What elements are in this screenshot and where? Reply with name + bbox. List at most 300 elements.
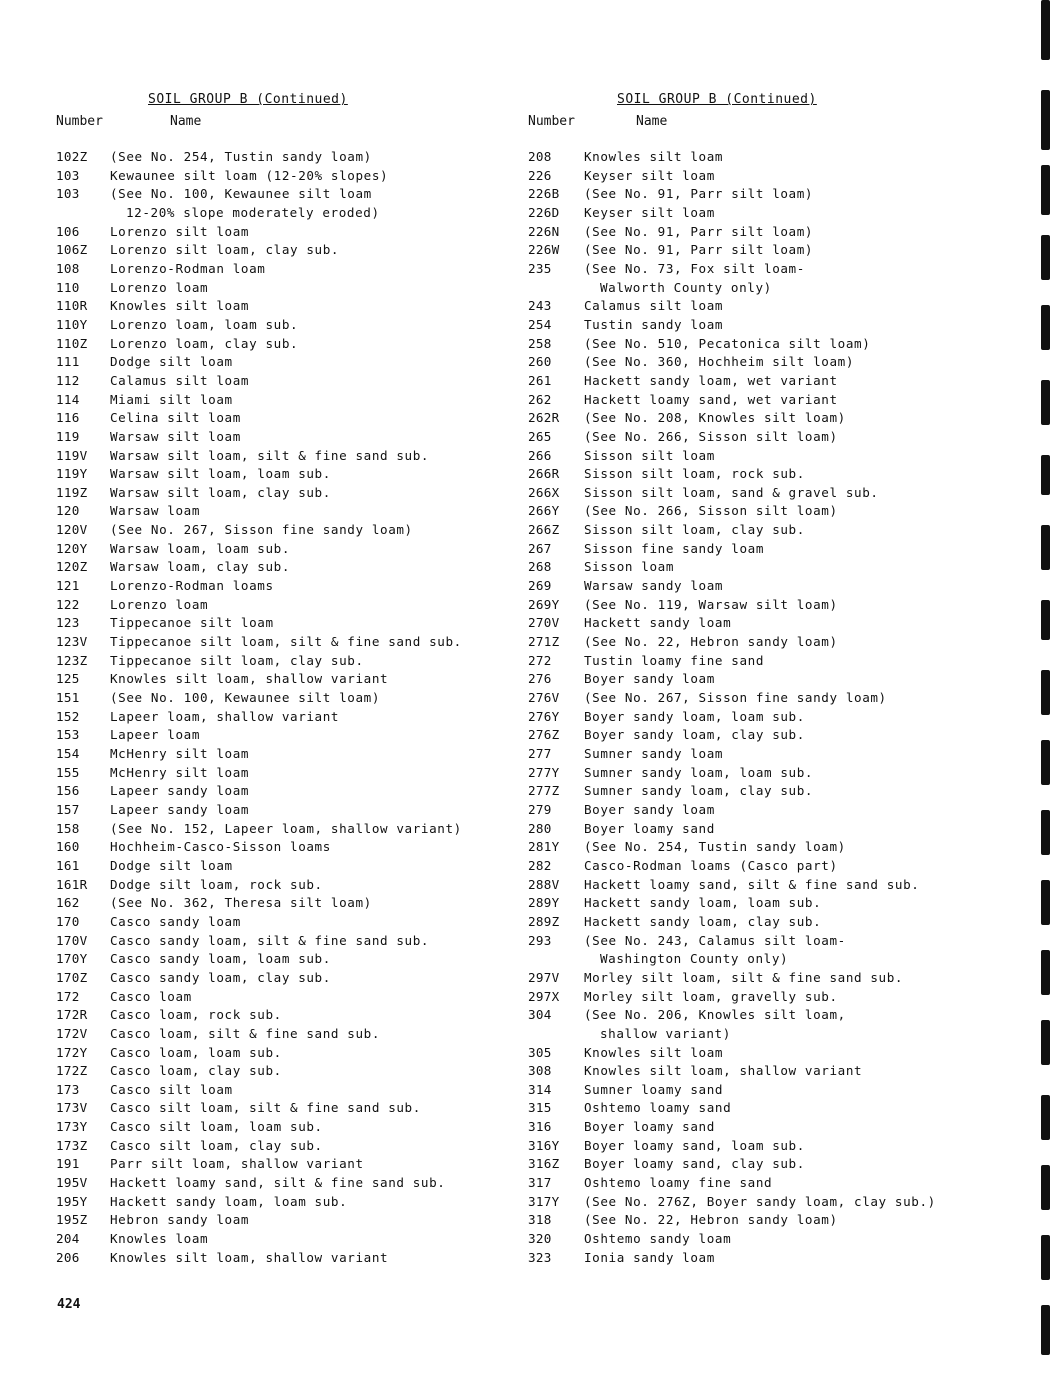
soil-name-line: Tustin sandy loam [584, 316, 724, 332]
soil-number: 160 [56, 839, 80, 855]
soil-name-line: (See No. 73, Fox silt loam- [584, 260, 805, 276]
soil-number: 173Y [56, 1119, 88, 1135]
soil-entry-row [56, 1118, 496, 1137]
soil-name-line: Lorenzo loam [110, 279, 209, 295]
soil-name-line: (See No. 254, Tustin sandy loam) [584, 839, 846, 855]
soil-name-line: (See No. 100, Kewaunee silt loam) [110, 690, 381, 706]
soil-entry-row [56, 502, 496, 521]
soil-number: 119V [56, 447, 88, 463]
soil-entry-row [528, 223, 948, 242]
soil-name-line: Dodge silt loam, rock sub. [110, 876, 323, 892]
soil-name-line: (See No. 208, Knowles silt loam) [584, 410, 846, 426]
soil-number: 254 [528, 316, 552, 332]
soil-name-line: Sumner sandy loam, loam sub. [584, 764, 814, 780]
soil-name-line: Warsaw loam, clay sub. [110, 559, 291, 575]
soil-name-line: Tustin loamy fine sand [584, 652, 765, 668]
soil-number: 110R [56, 298, 88, 314]
soil-name-line: Calamus silt loam [110, 372, 250, 388]
soil-name [110, 1249, 388, 1268]
soil-name-line: Sisson loam [584, 559, 675, 575]
soil-number: 279 [528, 801, 552, 817]
soil-entry-row [528, 521, 948, 540]
soil-name [110, 1062, 282, 1081]
soil-number: 157 [56, 801, 80, 817]
soil-number: 289Y [528, 895, 560, 911]
soil-list [528, 148, 948, 1267]
soil-name [584, 372, 838, 391]
edge-mark [1041, 950, 1050, 995]
soil-name [110, 577, 274, 596]
soil-name-line: (See No. 360, Hochheim silt loam) [584, 354, 855, 370]
soil-name [584, 1174, 772, 1193]
soil-name [584, 633, 838, 652]
soil-entry-row [528, 857, 948, 876]
soil-number: 191 [56, 1156, 80, 1172]
soil-entry-row [528, 1137, 948, 1156]
soil-name [110, 465, 331, 484]
soil-name [584, 1118, 715, 1137]
soil-name-line: Sisson silt loam, sand & gravel sub. [584, 484, 879, 500]
soil-name [110, 801, 249, 820]
soil-name [110, 1137, 323, 1156]
soil-name [110, 820, 462, 839]
soil-name-line: Boyer sandy loam [584, 671, 715, 687]
section-title: SOIL GROUP B (Continued) [148, 92, 348, 107]
soil-entry-row [528, 652, 948, 671]
soil-number: 195V [56, 1175, 88, 1191]
soil-number: 235 [528, 260, 552, 276]
soil-name-line: Lorenzo-Rodman loams [110, 578, 274, 594]
soil-name [584, 353, 854, 372]
soil-name-line: Lorenzo loam, loam sub. [110, 316, 299, 332]
edge-mark [1041, 1095, 1050, 1140]
soil-name-line: Boyer loamy sand [584, 1119, 715, 1135]
soil-name [110, 1118, 323, 1137]
soil-entry-row [56, 988, 496, 1007]
soil-number: 108 [56, 260, 80, 276]
soil-name-line: Lorenzo silt loam [110, 223, 250, 239]
soil-number: 262R [528, 410, 560, 426]
soil-name-line: Hackett sandy loam, wet variant [584, 372, 838, 388]
soil-name [584, 260, 805, 297]
soil-entry-row [528, 1249, 948, 1268]
soil-number: 317 [528, 1175, 552, 1191]
soil-name-line: (See No. 91, Parr silt loam) [584, 223, 814, 239]
soil-name [110, 279, 208, 298]
soil-name-line: (See No. 510, Pecatonica silt loam) [584, 335, 871, 351]
soil-number: 277Z [528, 783, 560, 799]
soil-entry-row [528, 540, 948, 559]
soil-entry-row [56, 614, 496, 633]
soil-number: 172Y [56, 1044, 88, 1060]
soil-name [584, 391, 838, 410]
soil-name-line: Casco loam, silt & fine sand sub. [110, 1025, 381, 1041]
soil-entry-row [528, 633, 948, 652]
soil-name-line: Knowles silt loam [584, 149, 724, 164]
soil-name [110, 521, 413, 540]
soil-name-line: Lorenzo loam [110, 596, 209, 612]
soil-name-line: Miami silt loam [110, 391, 233, 407]
soil-number: 154 [56, 746, 80, 761]
soil-entry-row [528, 353, 948, 372]
soil-number: 226D [528, 204, 560, 220]
soil-number: 276Y [528, 708, 560, 724]
soil-name-line: Hebron sandy loam [110, 1212, 250, 1228]
soil-number: 272 [528, 652, 552, 668]
soil-entry-row [56, 670, 496, 689]
soil-name-line: Casco loam, loam sub. [110, 1044, 282, 1060]
soil-number: 153 [56, 727, 80, 743]
soil-number: 170Y [56, 951, 88, 967]
soil-number: 152 [56, 708, 80, 724]
soil-entry-row [528, 838, 948, 857]
soil-number: 293 [528, 932, 552, 948]
soil-name-line: Hackett sandy loam, loam sub. [584, 895, 822, 911]
soil-name-line: (See No. 362, Theresa silt loam) [110, 895, 372, 911]
soil-entry-row [528, 577, 948, 596]
soil-name-line: (See No. 91, Parr silt loam) [584, 242, 814, 258]
soil-entry-row [528, 148, 948, 167]
soil-name [584, 820, 715, 839]
soil-name [110, 502, 200, 521]
soil-name-line: Lapeer sandy loam [110, 801, 250, 817]
soil-number: 119 [56, 428, 80, 444]
soil-entry-row [528, 502, 948, 521]
soil-number: 120V [56, 522, 88, 538]
soil-entry-row [56, 745, 496, 764]
soil-name [110, 652, 364, 671]
soil-name [110, 148, 372, 167]
name-column-header: Name [636, 114, 668, 129]
soil-name [584, 204, 715, 223]
soil-entry-row [528, 726, 948, 745]
soil-number: 266Y [528, 503, 560, 519]
soil-name [584, 1211, 838, 1230]
soil-number: 170V [56, 932, 88, 948]
soil-entry-row [56, 353, 496, 372]
soil-number: 316 [528, 1119, 552, 1135]
soil-number: 276 [528, 671, 552, 687]
soil-number: 281Y [528, 839, 560, 855]
soil-number: 266X [528, 484, 560, 500]
soil-name [584, 1137, 805, 1156]
soil-name [110, 670, 388, 689]
soil-name-line: Casco-Rodman loams (Casco part) [584, 857, 838, 873]
soil-name [584, 428, 838, 447]
soil-name-line: Knowles loam [110, 1231, 209, 1247]
soil-name [584, 1006, 846, 1043]
edge-mark [1041, 1235, 1050, 1280]
soil-entry-row [56, 876, 496, 895]
soil-name [110, 876, 323, 895]
soil-number: 172Z [56, 1063, 88, 1079]
edge-mark [1041, 810, 1050, 855]
soil-name-line: Sisson silt loam, clay sub. [584, 522, 805, 538]
soil-name [584, 689, 887, 708]
soil-name [584, 1249, 715, 1268]
soil-name-line: (See No. 91, Parr silt loam) [584, 186, 814, 202]
soil-name [584, 409, 846, 428]
soil-number: 323 [528, 1249, 552, 1265]
soil-number: 261 [528, 372, 552, 388]
soil-name-line: Sisson fine sandy loam [584, 540, 765, 556]
soil-number: 276V [528, 690, 560, 706]
soil-name [110, 1006, 282, 1025]
soil-name [110, 782, 249, 801]
soil-name-line: Oshtemo loamy sand [584, 1100, 732, 1116]
soil-name-line: Casco sandy loam, silt & fine sand sub. [110, 932, 430, 948]
soil-entry-row [56, 820, 496, 839]
soil-name-line: (See No. 254, Tustin sandy loam) [110, 149, 372, 164]
soil-entry-row [56, 1099, 496, 1118]
soil-entry-row [528, 1062, 948, 1081]
soil-name [584, 1044, 723, 1063]
soil-number: 266Z [528, 522, 560, 538]
soil-number: 121 [56, 578, 80, 594]
soil-entry-row [56, 521, 496, 540]
soil-entry-row [528, 241, 948, 260]
soil-name-line: Sisson silt loam, rock sub. [584, 466, 805, 482]
soil-entry-row [56, 652, 496, 671]
soil-name-line: Knowles silt loam, shallow variant [110, 671, 389, 687]
soil-entry-row [56, 409, 496, 428]
soil-name-line: Tippecanoe silt loam, clay sub. [110, 652, 364, 668]
soil-number: 123V [56, 634, 88, 650]
soil-number: 103 [56, 167, 80, 183]
soil-name-continuation: Walworth County only) [600, 279, 772, 295]
soil-entry-row [56, 969, 496, 988]
soil-number: 297X [528, 988, 560, 1004]
soil-number: 112 [56, 372, 80, 388]
soil-entry-row [528, 596, 948, 615]
soil-name-line: Knowles silt loam, shallow variant [584, 1063, 863, 1079]
soil-name-line: Hackett sandy loam, clay sub. [584, 913, 822, 929]
soil-number: 289Z [528, 913, 560, 929]
soil-name [584, 932, 846, 969]
soil-number: 260 [528, 354, 552, 370]
soil-entry-row [56, 484, 496, 503]
soil-name [584, 876, 919, 895]
soil-name-line: Casco sandy loam [110, 913, 241, 929]
soil-name [110, 950, 331, 969]
soil-entry-row [56, 167, 496, 186]
soil-name-line: Casco silt loam, loam sub. [110, 1119, 323, 1135]
soil-number: 172V [56, 1025, 88, 1041]
soil-name [584, 148, 723, 167]
soil-name-line: Casco loam [110, 988, 192, 1004]
soil-number: 206 [56, 1249, 80, 1265]
soil-entry-row [528, 260, 948, 297]
soil-entry-row [528, 1230, 948, 1249]
soil-name [110, 857, 233, 876]
soil-entry-row [56, 148, 496, 167]
soil-entry-row [528, 782, 948, 801]
soil-number: 102Z [56, 149, 88, 164]
soil-name [110, 708, 339, 727]
soil-number: 110Z [56, 335, 88, 351]
name-column-header: Name [170, 114, 202, 129]
soil-entry-row [528, 820, 948, 839]
soil-name [584, 185, 813, 204]
soil-name [110, 167, 388, 186]
soil-entry-row [528, 1118, 948, 1137]
soil-entry-row [528, 913, 948, 932]
soil-name [584, 782, 813, 801]
soil-name [110, 316, 298, 335]
soil-name-line: Oshtemo loamy fine sand [584, 1175, 773, 1191]
soil-number: 173V [56, 1100, 88, 1116]
soil-name-line: Warsaw silt loam, clay sub. [110, 484, 331, 500]
soil-name [584, 484, 879, 503]
soil-name-line: Casco sandy loam, clay sub. [110, 969, 331, 985]
soil-name [584, 708, 805, 727]
soil-name-line: Boyer loamy sand, loam sub. [584, 1137, 805, 1153]
soil-number: 288V [528, 876, 560, 892]
soil-name-line: (See No. 206, Knowles silt loam, [584, 1007, 846, 1023]
soil-entry-row [56, 1062, 496, 1081]
soil-name [110, 409, 241, 428]
soil-number: 315 [528, 1100, 552, 1116]
soil-number: 316Y [528, 1137, 560, 1153]
soil-entry-row [528, 1193, 948, 1212]
soil-name [110, 185, 380, 222]
soil-entry-row [56, 1230, 496, 1249]
soil-name-line: Knowles silt loam [110, 298, 250, 314]
soil-name [584, 558, 674, 577]
soil-number: 120 [56, 503, 80, 519]
soil-name-line: Casco silt loam, clay sub. [110, 1137, 323, 1153]
soil-number: 125 [56, 671, 80, 687]
soil-name [110, 913, 241, 932]
edge-mark [1041, 90, 1050, 150]
soil-entry-row [56, 297, 496, 316]
soil-name [584, 577, 723, 596]
soil-name-continuation: 12-20% slope moderately eroded) [126, 204, 380, 220]
soil-number: 106Z [56, 242, 88, 258]
soil-entry-row [56, 447, 496, 466]
soil-name-line: Hackett loamy sand, wet variant [584, 391, 838, 407]
edge-mark [1041, 0, 1050, 60]
soil-name-continuation: Washington County only) [600, 951, 789, 967]
soil-name-line: (See No. 266, Sisson silt loam) [584, 428, 838, 444]
soil-entry-row [528, 297, 948, 316]
soil-name [584, 1230, 731, 1249]
soil-number: 320 [528, 1231, 552, 1247]
soil-number: 258 [528, 335, 552, 351]
soil-name-line: McHenry silt loam [110, 746, 250, 761]
soil-name [110, 633, 462, 652]
soil-name-line: Oshtemo sandy loam [584, 1231, 732, 1247]
soil-entry-row [528, 876, 948, 895]
soil-number: 266R [528, 466, 560, 482]
soil-number: 195Z [56, 1212, 88, 1228]
soil-number: 267 [528, 540, 552, 556]
soil-number: 155 [56, 764, 80, 780]
soil-name [110, 596, 208, 615]
soil-number: 226N [528, 223, 560, 239]
soil-name-line: (See No. 267, Sisson fine sandy loam) [110, 522, 413, 538]
soil-name-line: (See No. 276Z, Boyer sandy loam, clay sub.) [584, 1193, 936, 1209]
soil-name [584, 223, 813, 242]
soil-name [110, 558, 290, 577]
soil-entry-row [56, 1081, 496, 1100]
edge-mark [1041, 525, 1050, 570]
soil-entry-row [56, 241, 496, 260]
soil-name-line: Tippecanoe silt loam, silt & fine sand sub. [110, 634, 462, 650]
soil-number: 269 [528, 578, 552, 594]
soil-entry-row [56, 335, 496, 354]
soil-name [110, 335, 298, 354]
soil-name-line: Knowles silt loam, shallow variant [110, 1249, 389, 1265]
soil-entry-row [56, 838, 496, 857]
soil-number: 161 [56, 857, 80, 873]
edge-mark [1041, 165, 1050, 215]
soil-name-line: Boyer sandy loam [584, 801, 715, 817]
soil-name-line: Warsaw silt loam, loam sub. [110, 466, 331, 482]
soil-number: 308 [528, 1063, 552, 1079]
soil-name [584, 1081, 723, 1100]
number-column-header: Number [56, 114, 103, 129]
soil-entry-row [528, 894, 948, 913]
soil-name-line: Casco silt loam, silt & fine sand sub. [110, 1100, 421, 1116]
soil-name [110, 838, 331, 857]
soil-entry-row [528, 670, 948, 689]
soil-name-line: Celina silt loam [110, 410, 241, 426]
soil-number: 270V [528, 615, 560, 631]
soil-number: 172R [56, 1007, 88, 1023]
soil-entry-row [56, 932, 496, 951]
soil-name [584, 801, 715, 820]
soil-entry-row [56, 1025, 496, 1044]
soil-name-line: Tippecanoe silt loam [110, 615, 274, 631]
soil-name-line: Warsaw loam, loam sub. [110, 540, 291, 556]
soil-entry-row [528, 185, 948, 204]
soil-number: 204 [56, 1231, 80, 1247]
soil-number: 266 [528, 447, 552, 463]
soil-name-line: (See No. 243, Calamus silt loam- [584, 932, 846, 948]
soil-entry-row [56, 185, 496, 222]
soil-name-line: (See No. 22, Hebron sandy loam) [584, 634, 838, 650]
soil-entry-row [56, 801, 496, 820]
soil-name-line: Kewaunee silt loam (12-20% slopes) [110, 167, 389, 183]
soil-entry-row [56, 857, 496, 876]
soil-name [110, 223, 249, 242]
soil-name [110, 241, 339, 260]
soil-name-line: Ionia sandy loam [584, 1249, 715, 1265]
soil-number: 170 [56, 913, 80, 929]
soil-number: 170Z [56, 969, 88, 985]
soil-name-line: Calamus silt loam [584, 298, 724, 314]
soil-number: 173 [56, 1081, 80, 1097]
soil-number: 297V [528, 969, 560, 985]
soil-number: 120Z [56, 559, 88, 575]
soil-name-line: Morley silt loam, gravelly sub. [584, 988, 838, 1004]
soil-entry-row [528, 969, 948, 988]
soil-name-line: McHenry silt loam [110, 764, 250, 780]
soil-name-line: Hackett loamy sand, silt & fine sand sub. [110, 1175, 446, 1191]
soil-name-line: (See No. 266, Sisson silt loam) [584, 503, 838, 519]
soil-name-line: Hackett sandy loam, loam sub. [110, 1193, 348, 1209]
soil-name-continuation: shallow variant) [600, 1025, 731, 1041]
soil-number: 161R [56, 876, 88, 892]
soil-number: 280 [528, 820, 552, 836]
soil-name [110, 764, 249, 783]
soil-number: 114 [56, 391, 80, 407]
soil-number: 277Y [528, 764, 560, 780]
soil-name-line: Lapeer loam [110, 727, 201, 743]
soil-name-line: Lorenzo loam, clay sub. [110, 335, 299, 351]
soil-name [584, 857, 838, 876]
